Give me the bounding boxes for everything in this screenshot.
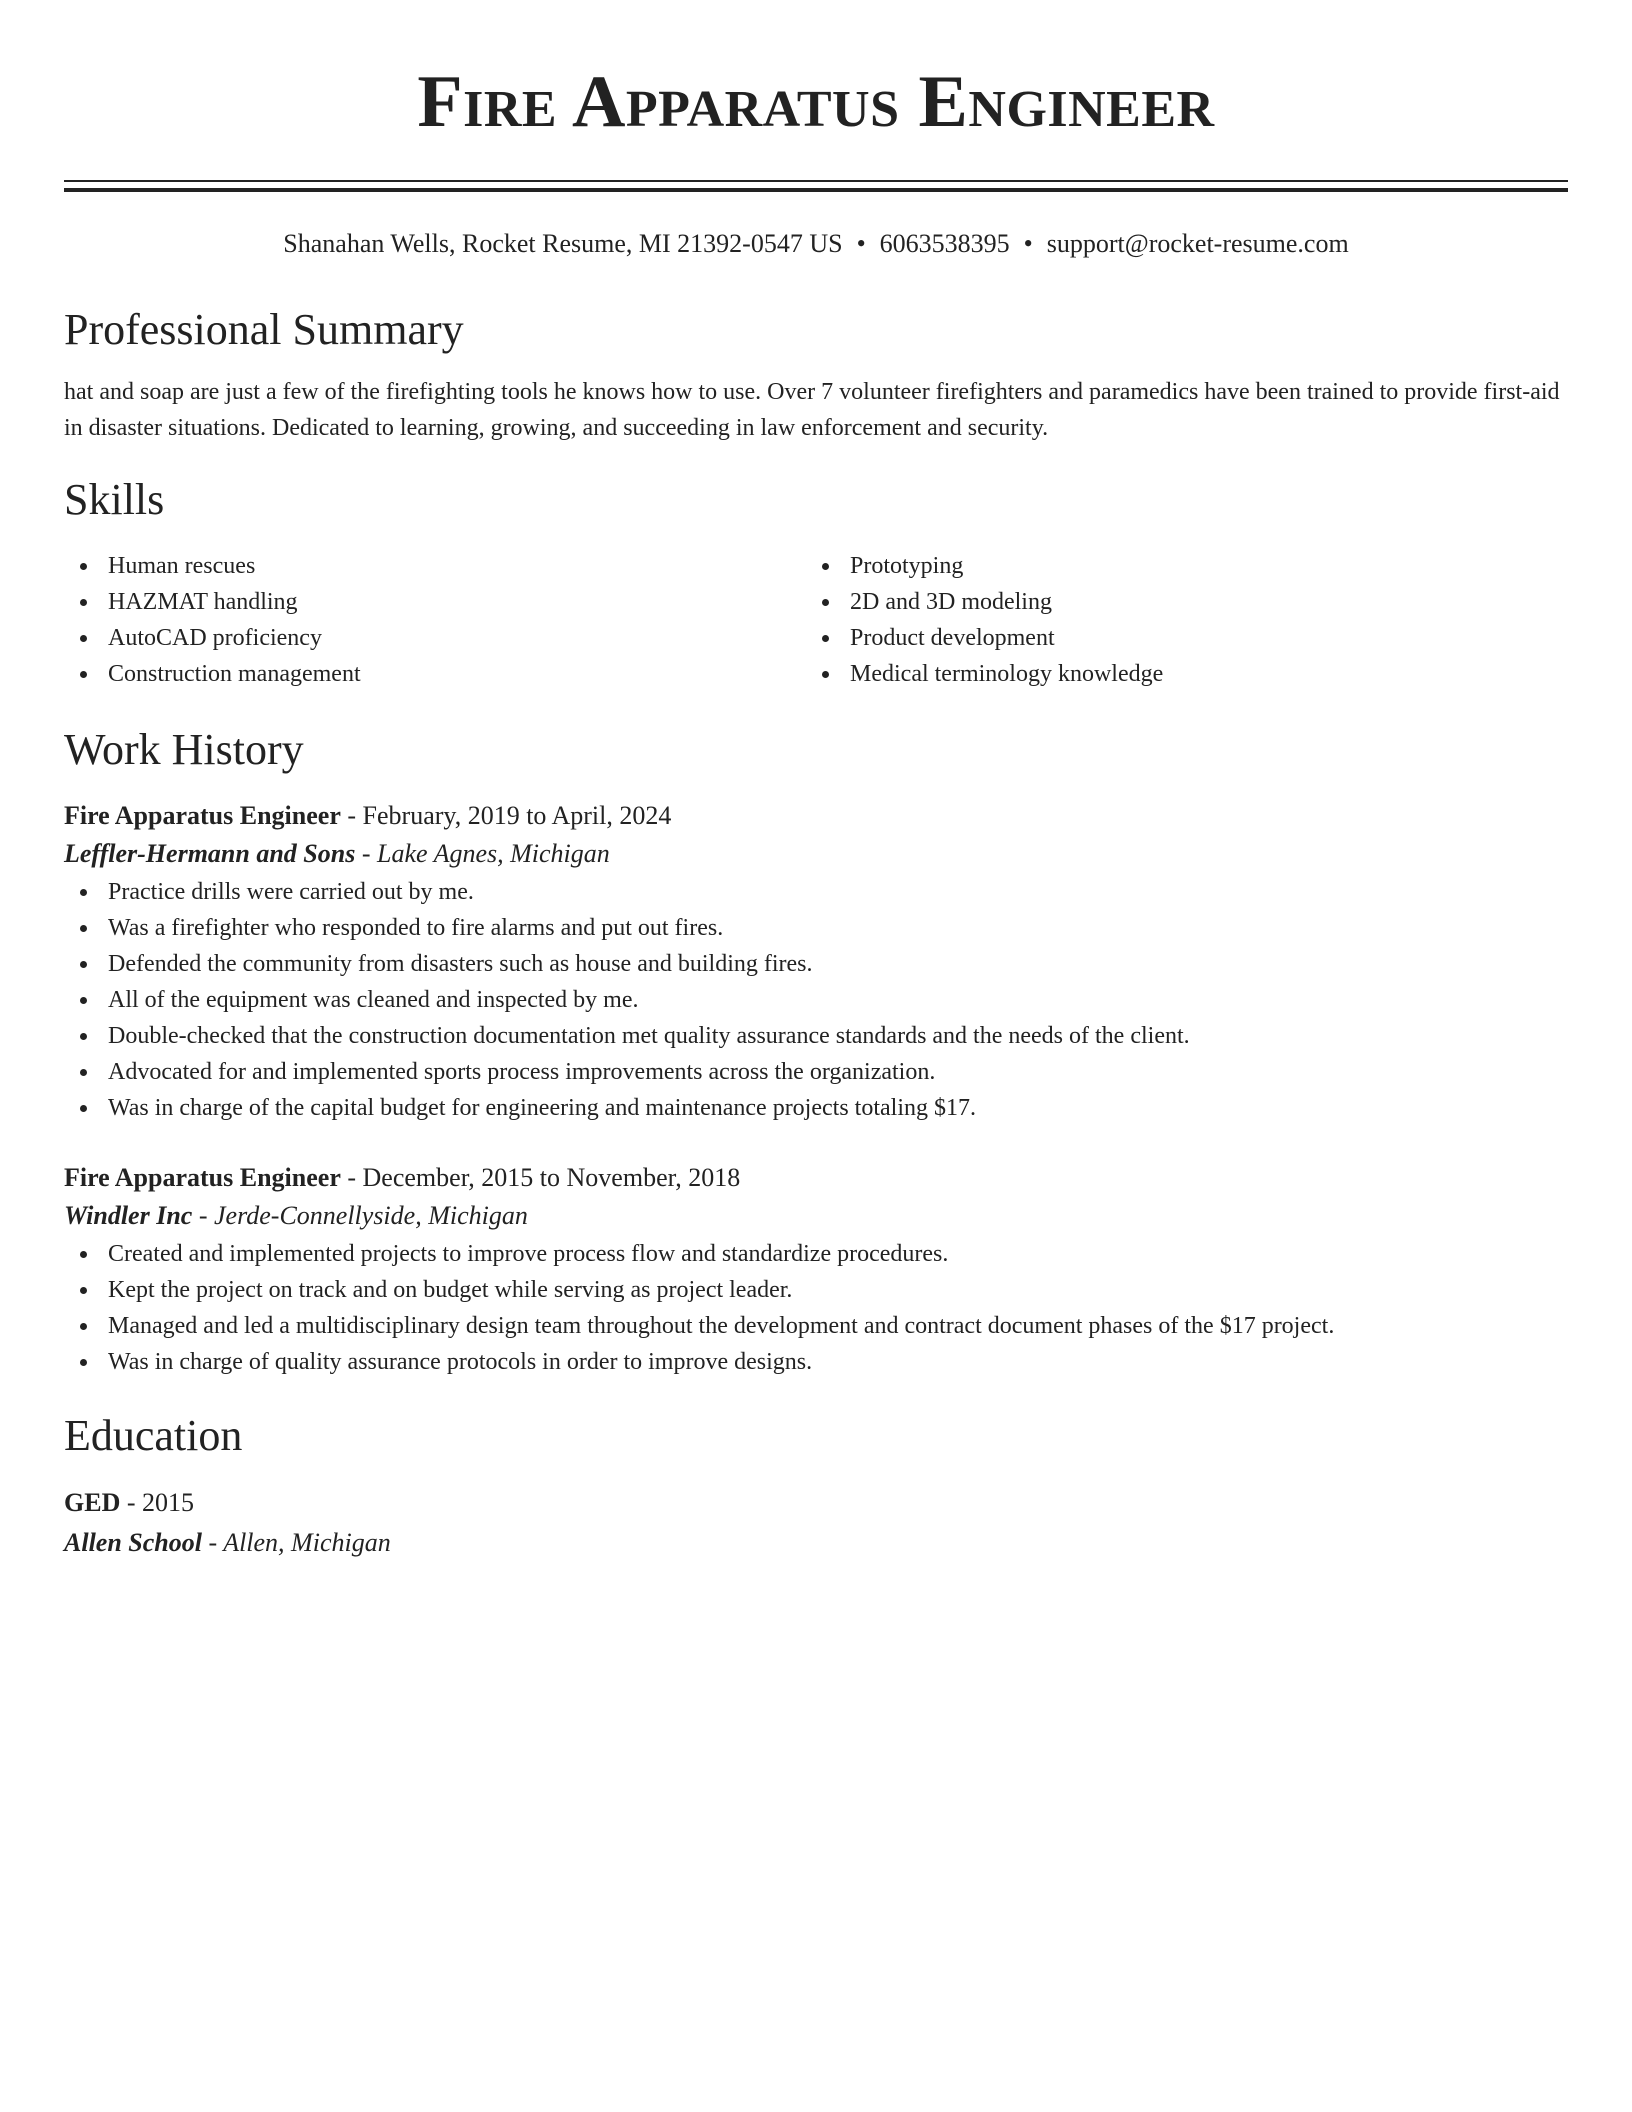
bullet-icon — [80, 961, 87, 968]
work-history-heading: Work History — [64, 725, 304, 774]
dash-separator: - — [120, 1488, 143, 1517]
job-bullet — [64, 1018, 1568, 1054]
bullet-icon — [822, 599, 829, 606]
bullet-icon — [80, 1033, 87, 1040]
bullet-icon — [80, 671, 87, 678]
dash-separator: - — [192, 1201, 215, 1230]
contact-phone: 6063538395 — [879, 229, 1010, 258]
title-divider-thick — [64, 188, 1568, 192]
contact-email: support@rocket-resume.com — [1046, 229, 1349, 258]
job-bullets — [64, 874, 1568, 1126]
education-location: Allen, Michigan — [223, 1528, 391, 1557]
job-bullet-text: All of the equipment was cleaned and inspected by me. — [108, 987, 639, 1013]
skill-item — [64, 620, 806, 656]
skill-text: HAZMAT handling — [108, 589, 298, 615]
bullet-icon — [822, 635, 829, 642]
job-bullet — [64, 946, 1568, 982]
skills-heading: Skills — [64, 475, 165, 524]
job-bullet — [64, 910, 1568, 946]
bullet-icon — [80, 635, 87, 642]
contact-address: Shanahan Wells, Rocket Resume, MI 21392-0547 US — [283, 229, 843, 258]
job-bullet-text: Created and implemented projects to improve process flow and standardize procedures. — [108, 1241, 949, 1267]
bullet-icon — [80, 925, 87, 932]
education-degree-line — [64, 1484, 1568, 1522]
skills-list-left — [64, 548, 806, 692]
bullet-icon — [80, 997, 87, 1004]
bullet-icon — [80, 889, 87, 896]
job-entry — [64, 1160, 1568, 1380]
job-title: Fire Apparatus Engineer — [64, 801, 341, 830]
skill-item — [806, 548, 1548, 584]
job-bullet — [64, 982, 1568, 1018]
job-bullet-text: Advocated for and implemented sports process improvements across the organization. — [108, 1059, 936, 1085]
company-line — [64, 1196, 1568, 1236]
job-title: Fire Apparatus Engineer — [64, 1163, 341, 1192]
skill-item — [64, 656, 806, 692]
resume-page — [64, 0, 1568, 1564]
skills-column-left — [64, 548, 806, 692]
dash-separator: - — [201, 1528, 224, 1557]
company-line — [64, 834, 1568, 874]
dash-separator: - — [340, 1163, 363, 1192]
bullet-icon — [80, 1359, 87, 1366]
job-bullet — [64, 874, 1568, 910]
summary-text: hat and soap are just a few of the firefighting tools he knows how to use. Over 7 volunteer firefighters and paramedics have been trained to provide first-aid in disaster situations. Dedicated to learning, growing, and succeeding in law enforcement and security. — [64, 379, 1560, 441]
education-school: Allen School — [64, 1528, 202, 1557]
job-bullet-text: Defended the community from disasters such as house and building fires. — [108, 951, 813, 977]
company-name: Windler Inc — [64, 1201, 193, 1230]
skills-list-right — [806, 548, 1548, 692]
skill-text: Construction management — [108, 661, 361, 687]
bullet-icon — [80, 1069, 87, 1076]
bullet-icon — [80, 1105, 87, 1112]
company-location: Jerde-Connellyside, Michigan — [214, 1201, 528, 1230]
skill-item — [64, 548, 806, 584]
resume-title: Fire Apparatus Engineer — [417, 61, 1215, 143]
skill-text: AutoCAD proficiency — [108, 625, 322, 651]
summary-heading: Professional Summary — [64, 305, 464, 354]
company-name: Leffler-Hermann and Sons — [64, 839, 356, 868]
skill-item — [64, 584, 806, 620]
bullet-icon — [80, 599, 87, 606]
skill-text: Human rescues — [108, 553, 256, 579]
job-bullet-text: Was a firefighter who responded to fire alarms and put out fires. — [108, 915, 724, 941]
bullet-icon — [822, 671, 829, 678]
job-bullet — [64, 1308, 1568, 1344]
job-bullet-text: Practice drills were carried out by me. — [108, 879, 474, 905]
job-entry — [64, 798, 1568, 1126]
job-bullet-text: Double-checked that the construction documentation met quality assurance standards and the needs of the client. — [108, 1023, 1190, 1049]
job-bullet — [64, 1272, 1568, 1308]
contact-separator: • — [1023, 229, 1033, 258]
job-title-line — [64, 798, 1568, 834]
job-bullet-text: Was in charge of the capital budget for engineering and maintenance projects totaling $17. — [108, 1095, 976, 1121]
job-bullet — [64, 1054, 1568, 1090]
skill-item — [806, 656, 1548, 692]
education-year: 2015 — [142, 1488, 195, 1517]
education-heading: Education — [64, 1411, 243, 1460]
skill-item — [806, 584, 1548, 620]
title-divider-thin — [64, 180, 1568, 182]
skills-grid — [64, 548, 1568, 692]
dash-separator: - — [355, 839, 378, 868]
dash-separator: - — [340, 801, 363, 830]
job-dates: December, 2015 to November, 2018 — [362, 1163, 741, 1192]
job-bullet-text: Was in charge of quality assurance protocols in order to improve designs. — [108, 1349, 813, 1375]
bullet-icon — [80, 563, 87, 570]
skills-column-right — [806, 548, 1548, 692]
job-bullet — [64, 1090, 1568, 1126]
education-degree: GED — [64, 1488, 121, 1517]
education-school-line — [64, 1522, 1568, 1564]
skill-text: Medical terminology knowledge — [850, 661, 1164, 687]
job-bullet — [64, 1236, 1568, 1272]
contact-separator: • — [856, 229, 866, 258]
bullet-icon — [80, 1287, 87, 1294]
job-bullet-text: Kept the project on track and on budget while serving as project leader. — [108, 1277, 793, 1303]
job-bullet-text: Managed and led a multidisciplinary design team throughout the development and contract document phases of the $17 project. — [108, 1313, 1335, 1339]
bullet-icon — [822, 563, 829, 570]
skill-text: 2D and 3D modeling — [850, 589, 1052, 615]
job-bullet — [64, 1344, 1568, 1380]
skill-text: Product development — [850, 625, 1055, 651]
job-dates: February, 2019 to April, 2024 — [362, 801, 672, 830]
job-bullets — [64, 1236, 1568, 1380]
skill-text: Prototyping — [850, 553, 964, 579]
bullet-icon — [80, 1251, 87, 1258]
job-title-line — [64, 1160, 1568, 1196]
skill-item — [806, 620, 1548, 656]
contact-line — [64, 228, 1568, 260]
bullet-icon — [80, 1323, 87, 1330]
company-location: Lake Agnes, Michigan — [377, 839, 610, 868]
